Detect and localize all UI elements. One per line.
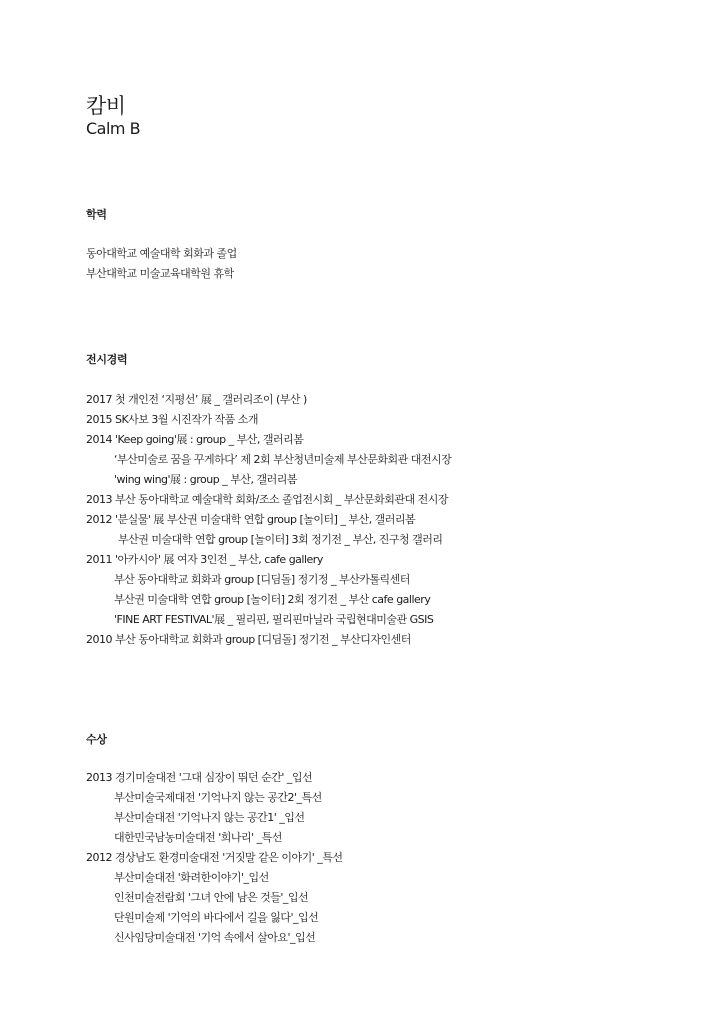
exhibitions-list <box>86 390 451 650</box>
exhibition-item: 부산권 미술대학 연합 group [놀이터] 3회 정기전 _ 부산, 진구청 갤러리 <box>118 533 443 546</box>
award-item: 인천미술전람회 '그녀 안에 남은 것들'_입선 <box>114 891 309 904</box>
exhibition-item: 'FINE ART FESTIVAL'展 _ 필리핀, 필리핀마닐라 국립현대미술관 GSIS <box>114 613 434 626</box>
artist-name-english: Calm B <box>86 119 141 138</box>
artist-name-korean: 캄비 <box>86 94 126 118</box>
exhibition-item: 2011 '아카시아' 展 여자 3인전 _ 부산, cafe gallery <box>86 553 323 566</box>
award-item: 부산미술대전 '기억나지 않는 공간1' _입선 <box>114 811 305 824</box>
education-item: 부산대학교 미술교육대학원 휴학 <box>86 267 234 280</box>
exhibition-item: 2010 부산 동아대학교 회화과 group [디딤돌] 정기전 _ 부산디자인센터 <box>86 633 411 646</box>
award-item: 부산미술국제대전 '기억나지 않는 공간2'_특선 <box>114 791 322 804</box>
exhibition-item: ‘부산미술로 꿈을 꾸게하다’ 제 2회 부산청년미술제 부산문화회관 대전시장 <box>114 453 452 466</box>
exhibition-item: 2013 부산 동아대학교 예술대학 회화/조소 졸업전시회 _ 부산문화회관대 전시장 <box>86 493 448 506</box>
exhibition-item: 2015 SK사보 3월 시진작가 작품 소개 <box>86 413 259 426</box>
education-list <box>86 244 237 284</box>
award-item: 2013 경기미술대전 '그대 심장이 뛰던 순간' _입선 <box>86 771 313 784</box>
exhibition-item: 'wing wing'展 : group _ 부산, 갤러리봄 <box>114 473 297 486</box>
award-item: 부산미술대전 '화려한이야기'_입선 <box>114 871 269 884</box>
exhibitions-heading: 전시경력 <box>86 353 128 366</box>
awards-list <box>86 768 343 948</box>
education-item: 동아대학교 예술대학 회화과 졸업 <box>86 247 237 260</box>
exhibition-item: 2017 첫 개인전 ‘지평선’ 展 _ 갤러리조이 (부산 ) <box>86 393 307 406</box>
awards-heading: 수상 <box>86 733 107 746</box>
exhibition-item: 2014 'Keep going'展 : group _ 부산, 갤러리봄 <box>86 433 304 446</box>
award-item: 대한민국남농미술대전 '희나리' _특선 <box>114 831 282 844</box>
award-item: 2012 경상남도 환경미술대전 '거짓말 같은 이야기' _특선 <box>86 851 343 864</box>
award-item: 신사임당미술대전 '기억 속에서 살아요'_입선 <box>114 931 316 944</box>
exhibition-item: 부산 동아대학교 회화과 group [디딤돌] 정기정 _ 부산카톨릭센터 <box>114 573 410 586</box>
exhibition-item: 부산권 미술대학 연합 group [놀이터] 2회 정기전 _ 부산 cafe gallery <box>114 593 431 606</box>
award-item: 단원미술제 '기억의 바다에서 길을 잃다'_입선 <box>114 911 319 924</box>
education-heading: 학력 <box>86 208 107 221</box>
exhibition-item: 2012 '분실물' 展 부산권 미술대학 연합 group [놀이터] _ 부산, 갤러리봄 <box>86 513 416 526</box>
